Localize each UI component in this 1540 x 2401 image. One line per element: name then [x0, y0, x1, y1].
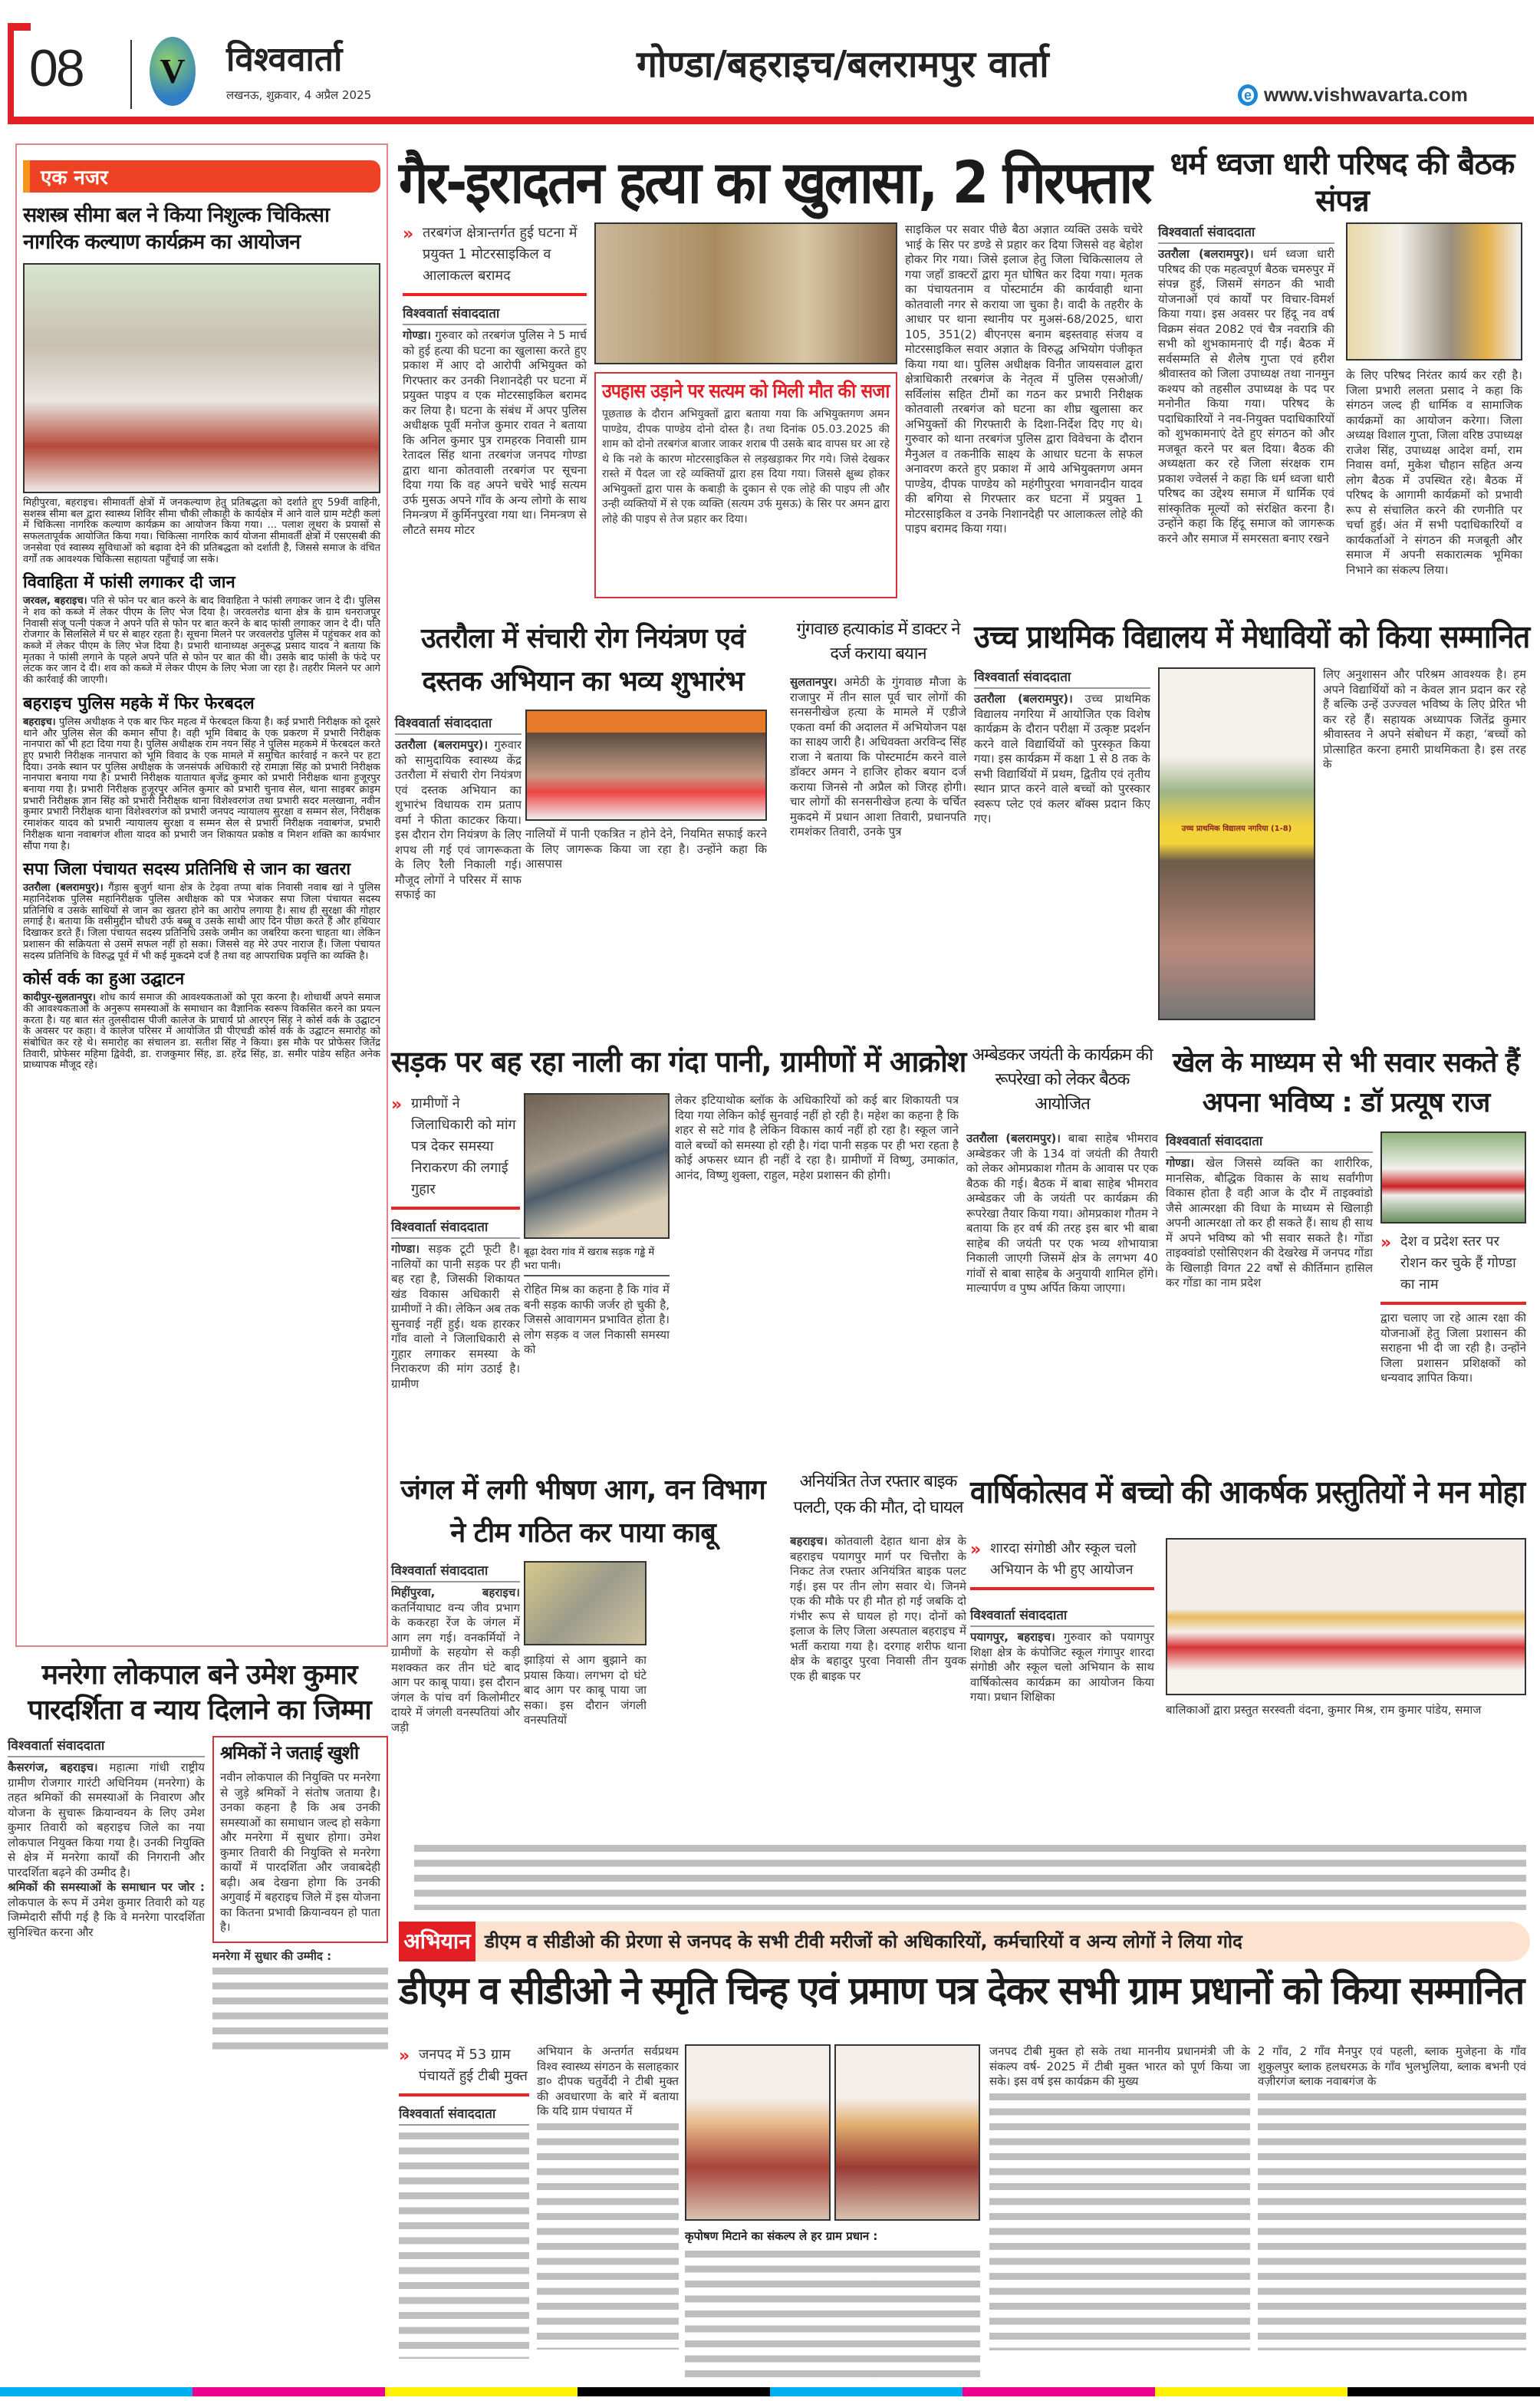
chevron-icon: » — [403, 225, 414, 244]
ek-nazar-label: एक नजर — [23, 160, 380, 193]
police-press-photo — [594, 222, 897, 364]
chevron-icon: » — [391, 1095, 403, 1115]
sadak-body-3: लेकर इटियाथोक ब्लॉक के अधिकारियों को कई बार शिकायती पत्र दिया गया लेकिन कोई सुनवाई नहीं हो रही है। महेश का कहना है कि शहर से सटे गांव है लेकिन विकास कार्य नहीं हो रहा है। स्कूल जाने वाले बच्चों को समस्या हो रही है। गंदा पानी सड़क पर ही भरा रहता है कोई अफसर ध्यान ही नहीं दे रहा है। ग्रामीणों में विष्णु, उमाकांत, आनंद, विष्णु शुक्ला, राहुल, महेश प्रशासन की होगी। — [675, 1093, 959, 1182]
section-title: गोण्डा/बहराइच/बलरामपुर वार्ता — [637, 43, 1049, 86]
brief-headline: विवाहिता में फांसी लगाकर दी जान — [23, 573, 235, 593]
color-registration-bar — [0, 2387, 1540, 2396]
box-title: उपहास उड़ाने पर सत्यम को मिली मौत की सजा — [602, 380, 890, 402]
paper-logo-icon: V — [150, 37, 196, 106]
byline: विश्ववार्ता संवाददाता — [395, 713, 522, 735]
page-number: 08 — [29, 39, 83, 97]
lead-body: गोण्डा। गुरुवार को तरबगंज पुलिस ने 5 मार्च को हुई हत्या की घटना का खुलासा करते हुए प्रकाश में आए दो आरोपी अभियुक्त को गिरफ्तार कर उनकी निशानदेही पर घटना में प्रयुक्त पाइप व एक मोटरसाइकिल बरामद कर लिया है। घटना के संबंध में अपर पुलिस अधीक्षक पूर्वी मनोज कुमार रावत ने बताया कि अनिल कुमार पुत्र रामहरक निवासी ग्राम रेतादल सिंह थाना तरबगंज जनपद गोण्डा द्वारा थाना कोतवाली तरबगंज पर सूचना दिया गया कि वह अपने चचेरे भाई सत्यम उर्फ मुसऊ अपने गाँव के अन्य लोगो के साथ निमन्त्रण में कुर्मिनपुरवा गया था। निमन्त्रण से लौटते समय मोटर — [403, 328, 587, 537]
abhiyan-body-3: 2 गाँव, 2 गाँव मैनपुर एवं पहली, ब्लाक मुजेहना के गाँव शुकुलपुर ब्लाक हलधरमऊ के गाँव भुलभुलिया, ब्लाक बभनी एवं वज़ीरगंज ब्लाक नवाबगंज के — [1258, 2044, 1526, 2382]
annual-function-photo — [1166, 1538, 1526, 1695]
utraula-body-2: नालियों में पानी एकत्रित न होने देने, नियमित सफाई करने के लिए जागरूक किया जा रहा है। उन्होंने कहा कि आसपास — [525, 827, 767, 871]
lead-body-2: साइकिल पर सवार पीछे बैठा अज्ञात व्यक्ति उसके चचेरे भाई के सिर पर डण्डे से प्रहार कर दिया जिससे वह बेहोश होकर गिर गया। जिसे इलाज हेतु जिला चिकित्सालय ले गया जहाँ डाक्टरों द्वारा मृत घोषित कर दिया गया। मृतक का पंचायतनाम व पोस्टमार्टम की कार्यवाही थाना कोतवाली नगर से कराया जा चुका है। वादी के तहरीर के आधार पर थाना स्थानीय पर मुअसं-68/2025, धारा 105, 351(2) बीएनएस बनाम बइस्तवाह संजय व मोटरसाइकिल सवार अज्ञात के विरुद्ध अभियोग पंजीकृत किया गया था। पुलिस अधीक्षक विनीत जायसवाल द्वारा क्षेत्राधिकारी तरबगंज के नेतृत्व में पुलिस एसओजी/सर्विलांस सहित टीमों का गठन कर प्रभारी निरीक्षक कोतवाली तरबगंज को घटना का शीघ्र खुलासा कर अभियुक्तों की गिरफ्तारी के दिशा-निर्देश दिए गए थे। गुरुवार को थाना तरबगंज पुलिस द्वारा विवेचना के दौरान मैनुअल व तकनीकि साक्ष्य के आधार घटना के सफल अनावरण करते हुए प्रकाश में आये अभियुक्तगण अमन पाण्डेय, दीपक पाण्डेय को महंगीपुरवा भगवानदीन यादव की बगिया से गिरफ्तार कर घटना में प्रयुक्त 1 मोटरसाइकिल व उनके निशानदेही पर आलाकत्ल लोहे की पाइप बरामद किया गया। — [905, 222, 1143, 535]
dharm-headline: धर्म ध्वजा धारी परिषद की बैठक संपन्न — [1170, 147, 1515, 219]
forest-fire-photo — [524, 1561, 647, 1645]
utraula-body: उतरौला (बलरामपुर)। गुरुवार को सामुदायिक स्वास्थ्य केंद्र उतरौला में संचारी रोग नियंत्रण एवं दस्तक अभियान का शुभारंभ विधायक राम प्रताप वर्मा ने फीता काटकर किया। इस दौरान रोग नियंत्रण के लिए शपथ ली गई एवं जागरूकता के लिए रैली निकाली गई। मौजूद लोगों ने परिसर में साफ सफाई का — [395, 738, 522, 901]
brief-headline: कोर्स वर्क का हुआ उद्घाटन — [23, 970, 185, 990]
text-column — [414, 1841, 1526, 1910]
brief-headline: बहराइच पुलिस महके में फिर फेरबदल — [23, 693, 255, 713]
sadak-body-2: रोहित मिश्र का कहना है कि गांव में बनी सड़क काफी जर्जर हो चुकी है, जिससे आवागमन प्रभावित होता है। लोग सड़क व जल निकासी समस्या को — [524, 1283, 670, 1356]
jungle-body: मिहींपुरवा, बहराइच। कतर्नियाघाट वन्य जीव प्रभाग के ककरहा रेंज के जंगल में आग लग गई। वनकर्मियों ने ग्रामीणों के सहयोग से कड़ी मशक्कत कर तीन घंटे बाद आग पर काबू पाया। इस दौरान जंगल के पांच वर्ग किलोमीटर दायरे में जंगली वनस्पतियां और जड़ी — [391, 1586, 520, 1734]
byline: विश्ववार्ता संवाददाता — [403, 304, 587, 325]
khel-bullet: » देश व प्रदेश स्तर पर रोशन कर चुके हैं गोण्डा का नाम — [1380, 1231, 1526, 1305]
masthead — [8, 23, 1534, 127]
school-body-2: लिए अनुशासन और परिश्रम आवश्यक है। हम अपने विद्यार्थियों को न केवल ज्ञान प्रदान कर रहे हैं बल्कि उन्हें उज्ज्वल भविष्य के लिए प्रेरित भी कर रहे हैं। सहायक अध्यापक जितेंद्र कुमार श्रीवास्तव ने अपने संबोधन में कहा, ‘बच्चों को प्रोत्साहित करना हमारी प्राथमिकता है। इस तरह के — [1323, 667, 1526, 771]
varshik-headline: वार्षिकोत्सव में बच्चो की आकर्षक प्रस्तुतियों ने मन मोहा — [970, 1474, 1525, 1510]
sadak-body: गोण्डा। सड़क टूटी फूटी है। नालियों का पानी सड़क पर ही बह रहा है, जिसकी शिकायत खंड विकास अधिकारी से ग्रामीणों ने की। लेकिन अब तक सुनवाई नहीं हुई। थक हारकर गाँव वालो ने जिलाधिकारी से गुहार लगाकर समस्या के निराकरण की मांग उठाई है। ग्रामीण — [391, 1242, 520, 1391]
jungle-body-2: झाड़ियां से आग बुझाने का प्रयास किया। लगभग दो घंटे बाद आग पर काबू पाया जा सका। इस दौरान जंगली वनस्पतियों — [524, 1653, 647, 1727]
box-body: नवीन लोकपाल की नियुक्ति पर मनरेगा से जुड़े श्रमिकों ने संतोष जताया है। उनका कहना है कि अब उनकी समस्याओं का समाधान जल्द हो सकेगा और मनरेगा में सुधार होगा। उमेश कुमार तिवारी की नियुक्ति से मनरेगा कार्यों में पारदर्शिता और जवाबदेही बढ़ी। अब देखना होगा कि उनकी अगुवाई में बहराइच जिले में इस योजना का कितना प्रभावी क्रियान्वयन हो पाता है। — [219, 1770, 380, 1935]
school-photo — [1158, 667, 1315, 1020]
website-link[interactable]: www.vishwavarta.com — [1264, 84, 1468, 106]
utraula-headline: उतरौला में संचारी रोग नियंत्रण एवं दस्तक अभियान का भव्य शुभारंभ — [420, 623, 745, 697]
left-column — [8, 143, 388, 2056]
lead-box — [594, 372, 897, 598]
school-headline: उच्च प्राथमिक विद्यालय में मेधावियों को किया सम्मानित — [974, 618, 1530, 655]
dharm-body-2: के लिए परिषद निरंतर कार्य कर रही है। जिला प्रभारी ललता प्रसाद ने कहा कि संगठन जल्द ही धार्मिक व सामाजिक कार्यक्रमों का आयोजन करेगा। जिला अध्यक्ष विशाल गुप्ता, जिला वरिष्ठ उपाध्यक्ष राजेश सिंह, उपाध्यक्ष आदेश वर्मा, राम निवास वर्मा, मुकेश चौहान सहित अन्य लोग बैठक में उपस्थित रहे। बैठक में परिषद के आगामी कार्यक्रमों को प्रभावी रूप से संचालित करने की रणनीति पर चर्चा हुई। अंत में सभी पदाधिकारियों व कार्यकर्ताओं ने संगठन की मजबूती और समाज में अपनी सकारात्मक भूमिका निभाने का संकल्प लिया। — [1346, 368, 1522, 577]
brief-headline: सपा जिला पंचायत सदस्य प्रतिनिधि से जान का खतरा — [23, 860, 351, 880]
browser-icon: e — [1238, 84, 1258, 106]
dharm-body: उतरौला (बलरामपुर)। धर्म ध्वजा धारी परिषद की एक महत्वपूर्ण बैठक चमरुपुर में संपन्न हुई, जिसमें संगठन की भावी योजनाओं एवं कार्यों पर विचार-विमर्श किया गया। इस अवसर पर हिंदू नव वर्ष विक्रम संवत 2082 एवं चैत्र नवरात्रि की सभी को शुभकामनाएं दी गईं। बैठक में सर्वसम्मति से शैलेष गुप्ता एवं हरीश श्रीवास्तव को जिला उपाध्यक्ष तथा नानमुन कश्यप को तहसील उपाध्यक्ष के पद पर मनोनीत किया गया। परिषद के पदाधिकारियों ने नव-नियुक्त पदाधिकारियों को शुभकामनाएं देते हुए संगठन को और मजबूत करने पर बल दिया। बैठक की अध्यक्षता कर रहे जिला संरक्षक राम प्रकाश ज्वेलर्स ने कहा कि धर्म ध्वजा धारी परिषद का उद्देश्य समाज में धार्मिक एवं सांस्कृतिक मूल्यों को संरक्षित करना है। उन्होंने कहा कि हिंदू समाज को जागरूक करने और समाज में समरसता बनाए रखने — [1158, 247, 1334, 545]
shramik-box — [212, 1736, 388, 1943]
byline: विश्ववार्ता संवाददाता — [1166, 1131, 1373, 1153]
bike-headline: अनियंत्रित तेज रफ्तार बाइक पलटी, एक की मौत, दो घायल — [793, 1472, 963, 1517]
abhiyan-body: अभियान के अन्तर्गत सर्वप्रथम विश्व स्वास्थ्य संगठन के सलाहकार डा० दीपक चतुर्वेदी ने टीबी मुक्त की अवधारणा के बारे में बताया कि यदि ग्राम पंचायत में — [537, 2044, 679, 2382]
box-title: श्रमिकों ने जताई खुशी — [219, 1742, 359, 1764]
abhiyan-bullet: » जनपद में 53 ग्राम पंचायतें हुई टीबी मुक्त — [399, 2044, 529, 2096]
gungwachh-body: सुलतानपुर। अमेठी के गुंगवाछ मौजा के राजापुर में तीन साल पूर्व चार लोगों की सनसनीखेज हत्या के मामले में एडीजे एकता वर्मा की अदालत में अभियोजन पक्ष का साक्ष्य जारी है। अधिवक्ता अरविन्द सिंह राजा ने बताया कि पोस्टमार्टम करने वाले डॉक्टर अमन ने हाजिर होकर बयान दर्ज कराया जिनसे नौ अप्रैल को जिरह होगी। चार लोगों की सनसनीखेज हत्या के चर्चित मुकदमे में प्रधान आशा तिवारी, प्रधानपति रामशंकर तिवारी, उनके पुत्र — [790, 675, 966, 838]
khel-body-2: द्वारा चलाए जा रहे आत्म रक्षा की योजनाओं हेतु जिला प्रशासन की सराहना भी दी जा रही है। उन्होंने जिला प्रशासन प्रशिक्षकों को धन्यवाद ज्ञापित किया। — [1380, 1311, 1526, 1385]
dharm-photo — [1346, 222, 1522, 361]
taekwondo-photo — [1380, 1131, 1526, 1224]
abhiyan-sub: कृपोषण मिटाने का संकल्प ले हर ग्राम प्रधान : — [685, 2229, 878, 2243]
drain-water-photo — [524, 1093, 670, 1239]
byline: विश्ववार्ता संवाददाता — [391, 1561, 520, 1583]
abhiyan-headline: डीएम व सीडीओ ने स्मृति चिन्ह एवं प्रमाण पत्र देकर सभी ग्राम प्रधानों को किया सम्मानित — [399, 1968, 1524, 2013]
brief-body: उतरौला (बलरामपुर)। गैंड़ास बुजुर्ग थाना क्षेत्र के टेढ़वा तप्पा बांक निवासी नवाब खां ने पुलिस महानिदेशक पुलिस महानिरीक्षक पुलिस अधीक्षक को पत्र भेजकर सपा जिला पंचायत सदस्य प्रतिनिधि व उसके साथियों से जान का खतरा होने का आरोप लगाया है। साथ ही सुरक्षा की गोहार लगाई है। बताया कि वसीमुद्दीन चौधरी उर्फ बब्बू व उसके साथी आए दिन पीछा करते हैं और हथियार दिखाकर डरते हैं। जिला पंचायत सदस्य प्रतिनिधि उसके जमीन का जबरिया करना चाहता था। लेकिन प्रशासन की सक्रियता से उसमें सफल नहीं हो सका। जिससे वह मेरे उपर नाराज हैं। जिला पंचायत सदस्य प्रतिनिधि के विरुद्ध पूर्व में भी कई मुकदमे दर्ज है तथा वह आपराधिक प्रवृत्ति का व्यक्ति है। — [23, 882, 380, 962]
school-sign: उच्च प्राथमिक विद्यालय नगरिया (1-8) — [1181, 825, 1292, 833]
brief-body: जरवल, बहराइच। पति से फोन पर बात करने के बाद विवाहिता ने फांसी लगाकर जान दे दी। पुलिस ने शव को कब्जे में लेकर पीएम के लिए भेज दिया है। जरवलरोड थाना क्षेत्र के ग्राम धनराजपुर निवासी संजू पत्नी पंकज ने अपने पति से फोन पर बात करने के बाद फांसी लगाकर जान दे दी। पति रोजगार के सिलसिले में घर से बाहर रहता है। सूचना मिलने पर जरवलरोड पुलिस में पहुंचकर शव को कब्जे में लेकर पीएम के लिए भेज दिया है। प्रभारी थानाध्यक्ष अनुरूद्ध प्रसाद यादव ने बताया कि मृतका ने फांसी लगाने के पहले अपने पति से फोन पर बात की थी। उसके बाद फांसी के फंदे पर लटक कर जान दे दी। शव को कब्जे में लेकर पीएम के लिए भेजा जा रहा है। तहरीर मिलने पर आगे की कार्रवाई की जाएगी। — [23, 595, 380, 687]
manrega-body: कैसरगंज, बहराइच। महात्मा गांधी राष्ट्रीय ग्रामीण रोजगार गारंटी अधिनियम (मनरेगा) के तहत श्रमिकों की समस्याओं के निवारण और योजना के सुचारू क्रियान्वयन के लिए उमेश कुमार तिवारी को बहराइच जिले का नया लोकपाल नियुक्त किया गया है। उनकी नियुक्ति से क्षेत्र में मनरेगा कार्यों की निगरानी और पारदर्शिता बढ़ने की उम्मीद है। श्रमिकों की समस्याओं के समाधान पर जोर : लोकपाल के रूप में उमेश कुमार तिवारी को यह जिम्मेदारी सौंपी गई है कि वे मनरेगा पारदर्शिता सुनिश्चित करना और — [8, 1760, 205, 1939]
abhiyan-banner — [399, 1922, 1530, 1961]
chevron-icon: » — [399, 2047, 410, 2066]
lead-bullet: » तरबगंज क्षेत्रान्तर्गत हुई घटना में प्रयुक्त 1 मोटरसाइकिल व आलाकत्ल बरामद — [403, 222, 587, 296]
photo-caption: बूढ़ा देवरा गांव में खराब सड़क गड्ढे में भरा पानी। — [524, 1244, 670, 1276]
byline: विश्ववार्ता संवाददाता — [391, 1217, 520, 1239]
lead-headline: गैर-इरादतन हत्या का खुलासा, 2 गिरफ्तार — [399, 148, 1150, 216]
dateline: लखनऊ, शुक्रवार, 4 अप्रैल 2025 — [226, 88, 372, 102]
byline: विश्ववार्ता संवाददाता — [8, 1736, 205, 1757]
gungwachh-headline: गुंगवाछ हत्याकांड में डाक्टर ने दर्ज कराया बयान — [796, 620, 960, 664]
ek-nazar-box — [15, 143, 388, 1647]
manrega-headline: मनरेगा लोकपाल बने उमेश कुमार पारदर्शिता व न्याय दिलाने का जिम्मा — [28, 1659, 371, 1726]
varshik-body: पयागपुर, बहराइच। गुरुवार को पयागपुर शिक्षा क्षेत्र के कंपोजिट स्कूल गंगापुर शारदा संगोष्ठी और स्कूल चलो अभियान के साथ वार्षिकोत्सव कार्यक्रम का आयोजन किया गया। प्रधान शिक्षिका — [970, 1630, 1154, 1704]
sadak-headline: सड़क पर बह रहा नाली का गंदा पानी, ग्रामीणों में आक्रोश — [391, 1045, 966, 1079]
chevron-icon: » — [1380, 1233, 1392, 1253]
chevron-icon: » — [970, 1540, 982, 1559]
byline: विश्ववार्ता संवाददाता — [1158, 222, 1334, 244]
abhiyan-body-2: जनपद टीबी मुक्त हो सके तथा माननीय प्रधानमंत्री जी के संकल्प वर्ष- 2025 में टीबी मुक्त भारत को पूर्ण किया जा सके। इस वर्ष इस कार्यक्रम की मुख्य — [989, 2044, 1250, 2382]
school-body: उतरौला (बलरामपुर)। उच्च प्राथमिक विद्यालय नगरिया में आयोजित एक विशेष कार्यक्रम के दौरान परीक्षा में उत्कृष्ट प्रदर्शन करने वाले विद्यार्थियों को पुरस्कृत किया गया। इस कार्यक्रम में कक्षा 1 से 8 तक के सभी विद्यार्थियों में प्रथम, द्वितीय एवं तृतीय स्थान प्राप्त करने वाले बच्चों को पुरस्कार स्वरूप प्लेट एवं कलर बॉक्स प्रदान किए गए। — [974, 692, 1150, 825]
abhiyan-banner-text: डीएम व सीडीओ की प्रेरणा से जनपद के सभी टीवी मरीजों को अधिकारियों, कर्मचारियों व अन्य लोगों ने लिया गोद — [485, 1931, 1242, 1952]
medical-camp-photo — [23, 263, 380, 493]
byline: विश्ववार्ता संवाददाता — [399, 2104, 529, 2126]
jungle-headline: जंगल में लगी भीषण आग, वन विभाग ने टीम गठित कर पाया काबू — [400, 1474, 765, 1549]
brief-body: बहराइच। पुलिस अधीक्षक ने एक बार फिर महत्व में फेरबदल किया है। कई प्रभारी निरीक्षक को दूसरे थाने और पुलिस सेल की कमान सौंपा है। वही भूमि विबाद के एक प्रकरण में प्रभारी निरीक्षक नानपारा को भी हटा दिया गया है। पुलिस अधीक्षक राम नयन सिंह ने पुलिस महकमे में फेरबदल करते हुए प्रभारी निरीक्षक नानपारा को भूमि विवाद के एक मामले में समुचित कार्रवाई न करने पर हटा दिया। उनके स्थान पर पुलिस अधीक्षक के जनसंपर्क अधिकारी रहे रामाज्ञा सिंह को प्रभारी निरीक्षक नानपारा बनाया गया है। प्रभारी निरीक्षक यातायात बृजेंद्र कुमार को प्रभारी निरीक्षक थाना हुजूरपुर बनाया गया है। प्रभारी निरीक्षक हुजूरपुर अनिल कुमार को प्रभारी चुनाव सेल, थाना साइबर क्राइम प्रभारी निरीक्षक ज्ञान सिंह को प्रभारी निरीक्षक थाना विशेश्वरगंज तथा प्रभारी सदर मलखाना, नवीन कुमार प्रभारी निरीक्षक थाना विशेश्वरगंज को प्रभारी जनपद न्यायालय सुरक्षा व सम्मन सेल, निरीक्षक रमाशंकर यादव को प्रभारी न्यायालय सुरक्षा व सम्मन सेल से प्रभारी निरीक्षक नवाबगंज, प्रभारी निरीक्षक थाना नवाबगंज शीला यादव को प्रभारी जन शिकायत प्रकोष्ठ व मिशन शक्ति का कार्यभार सौंपा गया है। — [23, 716, 380, 852]
abhiyan-tag: अभियान — [399, 1922, 475, 1961]
manrega-sub2: मनरेगा में सुधार की उम्मीद : — [212, 1949, 388, 2057]
ek-nazar-headline: सशस्त्र सीमा बल ने किया निशुल्क चिकित्सा नागरिक कल्याण कार्यक्रम का आयोजन — [23, 203, 329, 254]
khel-body: गोण्डा। खेल जिससे व्यक्ति का शारीरिक, मानसिक, बौद्धिक विकास के साथ सर्वांगीण विकास होता है वही आज के दौर में ताइक्वांडो जैसे आत्मरक्षा की विधा के माध्यम से खिलाड़ी अपनी आत्मरक्षा तो कर ही सकते हैं। साथ ही साथ में अपने भविष्य को भी सवार सकते है। गोंडा ताइक्वांडो एसोसिएशन की देखरेख में जनपद गोंडा के खिलाड़ी विगत 22 वर्षों से कीर्तिमान हासिल कर गोंडा का नाम प्रदेश — [1166, 1156, 1373, 1289]
bike-body: बहराइच। कोतवाली देहात थाना क्षेत्र के बहराइच पयागपुर मार्ग पर चित्तौरा के निकट तेज रफ्तार अनियंत्रित बाइक पलट गई। इस पर तीन लोग सवार थे। जिनमे एक की मौके पर ही मौत हो गई जबकि दो गंभीर रूप से घायल हो गए। दोनों को इलाज के लिए जिला अस्पताल बहराइच में भर्ती कराया गया है। दरगाह शरीफ थाना क्षेत्र के बहादुर पुरवा निवासी तीन युवक एक ही बाइक पर — [790, 1534, 966, 1683]
paper-name: विश्ववार्ता — [226, 40, 343, 79]
felicitation-photo-1 — [685, 2044, 831, 2221]
varshik-body-2: बालिकाओं द्वारा प्रस्तुत सरस्वती वंदना, कुमार मिश्र, राम कुमार पांडेय, समाज — [1166, 1703, 1482, 1717]
felicitation-photo-2 — [834, 2044, 980, 2221]
byline: विश्ववार्ता संवाददाता — [970, 1606, 1154, 1627]
ambedkar-body: उतरौला (बलरामपुर)। बाबा साहेब भीमराव अम्बेडकर जी के 134 वां जयंती की तैयारी को लेकर ओमप्रकाश गौतम के आवास पर एक बैठक की गई। बैठक में बाबा साहेब भीमराव अम्बेडकर जी के जयंती पर कार्यक्रम की रूपरेखा तैयार किया गया। ओमप्रकाश गौतम ने बताया कि हर वर्ष की तरह इस बार भी बाबा साहेब की जयंती पर एक भव्य शोभायात्रा निकाली जाएगी जिसमें क्षेत्र के लगभग 40 गांवों से बाबा साहेब के अनुयायी शामिल होंगे। माल्यार्पण व पुष्प अर्पित किया जाएगा। — [966, 1131, 1158, 1295]
rally-photo — [525, 710, 767, 821]
box-body: पूछताछ के दौरान अभियुक्तों द्वारा बताया गया कि अभियुक्तगण अमन पाण्डेय, दीपक पाण्डेय दोनो दोस्त है। तथा दिनांक 05.03.2025 की शाम को दोनो तरबगंज बाजार जाकर शराब पी उसके बाद वापस घर आ रहे थे कि नशे के कारण मोटरसाइकिल से लड़खड़ाकर गिर गये। जिसे देखकर रास्ते में पैदल जा रहे व्यक्तियों द्वारा हस दिया गया। जिससे क्षुब्ध होकर अभियुक्तों द्वारा पास के कबाड़ी के दुकान से एक लोहे की पाइप ली और उन्ही व्यक्तियों में से एक व्यक्ति (सत्यम उर्फ मुसऊ) के सिर पर अमन द्वारा लोहे की पाइप से तेज प्रहार कर दिया। — [602, 408, 890, 525]
varshik-bullet: » शारदा संगोष्ठी और स्कूल चलो अभियान के भी हुए आयोजन — [970, 1538, 1154, 1590]
brief-body: कादीपुर-सुलतानपुर। शोध कार्य समाज की आवश्यकताओं को पूरा करना है। शोधार्थी अपने समाज की आवश्यकताओं के अनुरूप समस्याओं के समाधान का वैज्ञानिक स्वरूप विकसित करने का प्रयत्न करता है। यह बात संत तुलसीदास पीजी कालेज के प्राचार्य प्रो आरएन सिंह ने कोर्स वर्क के उद्घाटन के अवसर पर कहा। वे कालेज परिसर में आयोजित प्री पीएचडी कोर्स वर्क के उद्घाटन समारोह को संबोधित कर रहे थे। समारोह का संचालन डा. सतीश सिंह ने किया। इस मौके पर प्रोफेसर जितेंद्र तिवारी, प्रोफेसर महिमा द्विवेदी, डा. राजकुमार सिंह, डा. हरेंद्र सिंह, डा. समीर पांडेय सहित अनेक प्राध्यापक मौजूद रहे। — [23, 992, 380, 1072]
byline: विश्ववार्ता संवाददाता — [974, 667, 1150, 689]
ek-nazar-body: मिहीपुरवा, बहराइच। सीमावर्ती क्षेत्रों में जनकल्याण हेतु प्रतिबद्धता को दर्शाते हुए 59वीं वाहिनी, सशस्त्र सीमा बल द्वारा स्वास्थ्य शिविर सीमा चौकी लौकाही के कार्यक्षेत्र में आने वाले ग्राम मटेही कलां में चिकित्सा नागरिक कल्याण कार्यक्रम का आयोजन किया गया। ... पलाश लूथरा के प्रयासों से सफलतापूर्वक आयोजित किया गया। चिकित्सा नागरिक कार्य योजना सीमावर्ती क्षेत्रों में एसएसबी की जनसेवा एवं स्वास्थ्य सुविधाओं को बढ़ावा देने की प्रतिबद्धता को दर्शाती है, जिससे समाज के वंचित वर्गों तक आवश्यक चिकित्सा सहायता पहुँचाई जा सके। — [23, 497, 380, 565]
ambedkar-headline: अम्बेडकर जयंती के कार्यक्रम की रूपरेखा को लेकर बैठक आयोजित — [972, 1046, 1153, 1114]
khel-headline: खेल के माध्यम से भी सवार सकते हैं अपना भविष्य : डॉ प्रत्यूष राज — [1172, 1047, 1520, 1118]
sadak-bullet: » ग्रामीणों ने जिलाधिकारी को मांग पत्र देकर समस्या निराकरण की लगाई गुहार — [391, 1093, 520, 1210]
